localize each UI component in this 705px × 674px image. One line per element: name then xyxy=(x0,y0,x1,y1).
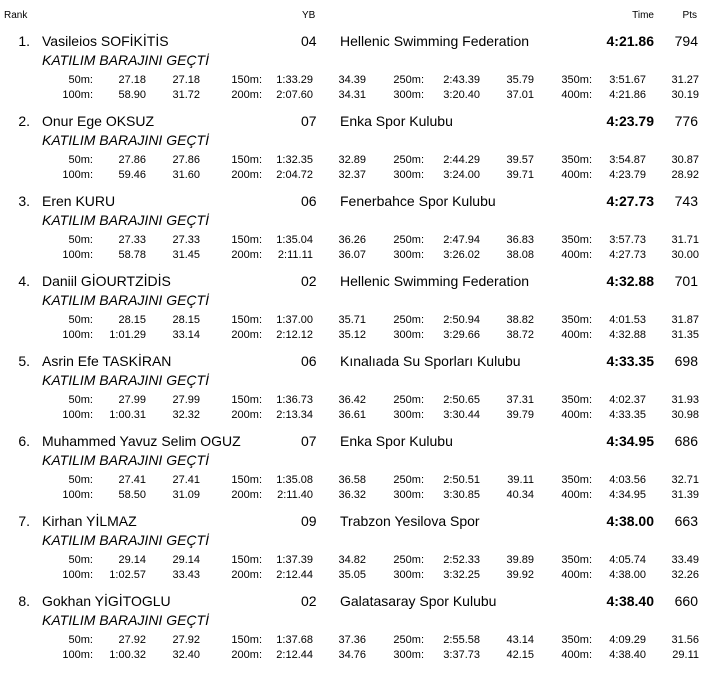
split-time: 1:35.08 xyxy=(276,474,313,486)
result-entry xyxy=(0,10,705,101)
split-lap: 27.33 xyxy=(172,234,200,246)
column-header-pts: Pts xyxy=(682,10,697,21)
split-label: 150m: xyxy=(231,394,262,406)
split-time: 27.33 xyxy=(118,234,146,246)
split-label: 150m: xyxy=(231,474,262,486)
split-time: 4:02.37 xyxy=(609,394,646,406)
qualification-status: KATILIM BARAJINI GEÇTİ xyxy=(42,292,209,308)
split-lap: 35.71 xyxy=(338,314,366,326)
split-lap: 31.39 xyxy=(671,489,699,501)
split-time: 3:54.87 xyxy=(609,154,646,166)
qualification-status: KATILIM BARAJINI GEÇTİ xyxy=(42,612,209,628)
split-time: 4:32.88 xyxy=(609,329,646,341)
split-label: 50m: xyxy=(68,554,93,566)
split-time: 3:57.73 xyxy=(609,234,646,246)
split-lap: 27.86 xyxy=(172,154,200,166)
split-label: 400m: xyxy=(561,89,592,101)
points: 660 xyxy=(674,593,698,609)
split-time: 2:13.34 xyxy=(276,409,313,421)
split-time: 4:09.29 xyxy=(609,634,646,646)
column-header-yb: YB xyxy=(302,10,316,21)
split-time: 1:37.68 xyxy=(276,634,313,646)
split-time: 1:01.29 xyxy=(109,329,146,341)
split-time: 1:37.00 xyxy=(276,314,313,326)
split-lap: 27.41 xyxy=(172,474,200,486)
split-label: 400m: xyxy=(561,569,592,581)
split-label: 250m: xyxy=(393,314,424,326)
split-time: 4:05.74 xyxy=(609,554,646,566)
split-label: 100m: xyxy=(62,329,93,341)
split-lap: 38.72 xyxy=(506,329,534,341)
split-lap: 35.12 xyxy=(338,329,366,341)
split-label: 100m: xyxy=(62,89,93,101)
split-label: 300m: xyxy=(393,649,424,661)
split-time: 59.46 xyxy=(118,169,146,181)
split-time: 4:23.79 xyxy=(609,169,646,181)
split-label: 50m: xyxy=(68,74,93,86)
qualification-status: KATILIM BARAJINI GEÇTİ xyxy=(42,372,209,388)
swimmer-name: Eren KURU xyxy=(42,193,116,209)
split-lap: 27.92 xyxy=(172,634,200,646)
club-name: Galatasaray Spor Kulubu xyxy=(340,593,497,609)
final-time: 4:38.00 xyxy=(606,513,654,529)
split-time: 2:04.72 xyxy=(276,169,313,181)
qualification-status: KATILIM BARAJINI GEÇTİ xyxy=(42,452,209,468)
split-time: 27.92 xyxy=(118,634,146,646)
qualification-status: KATILIM BARAJINI GEÇTİ xyxy=(42,212,209,228)
split-label: 350m: xyxy=(561,554,592,566)
qualification-status: KATILIM BARAJINI GEÇTİ xyxy=(42,52,209,68)
split-lap: 32.89 xyxy=(338,154,366,166)
rank-number: 4. xyxy=(18,273,30,289)
points: 776 xyxy=(674,113,698,129)
split-lap: 31.60 xyxy=(172,169,200,181)
split-label: 300m: xyxy=(393,409,424,421)
split-label: 350m: xyxy=(561,234,592,246)
club-name: Enka Spor Kulubu xyxy=(340,433,453,449)
qualification-status: KATILIM BARAJINI GEÇTİ xyxy=(42,532,209,548)
points: 743 xyxy=(674,193,698,209)
split-time: 1:00.31 xyxy=(109,409,146,421)
rank-number: 5. xyxy=(18,353,30,369)
result-entry xyxy=(0,90,705,181)
split-lap: 33.43 xyxy=(172,569,200,581)
split-time: 2:07.60 xyxy=(276,89,313,101)
split-lap: 32.37 xyxy=(338,169,366,181)
split-label: 300m: xyxy=(393,89,424,101)
points: 794 xyxy=(674,33,698,49)
split-lap: 30.87 xyxy=(671,154,699,166)
split-label: 50m: xyxy=(68,474,93,486)
split-lap: 42.15 xyxy=(506,649,534,661)
result-entry xyxy=(0,490,705,581)
split-time: 27.99 xyxy=(118,394,146,406)
split-lap: 34.39 xyxy=(338,74,366,86)
split-label: 50m: xyxy=(68,314,93,326)
split-time: 1:35.04 xyxy=(276,234,313,246)
split-lap: 34.31 xyxy=(338,89,366,101)
final-time: 4:21.86 xyxy=(606,33,654,49)
split-lap: 32.26 xyxy=(671,569,699,581)
split-lap: 28.15 xyxy=(172,314,200,326)
split-lap: 34.82 xyxy=(338,554,366,566)
split-time: 2:50.65 xyxy=(443,394,480,406)
split-time: 29.14 xyxy=(118,554,146,566)
split-label: 200m: xyxy=(231,649,262,661)
birth-year: 09 xyxy=(301,513,317,529)
split-lap: 39.89 xyxy=(506,554,534,566)
club-name: Hellenic Swimming Federation xyxy=(340,273,530,289)
split-time: 4:33.35 xyxy=(609,409,646,421)
split-label: 50m: xyxy=(68,634,93,646)
split-time: 2:50.94 xyxy=(443,314,480,326)
split-label: 350m: xyxy=(561,154,592,166)
points: 698 xyxy=(674,353,698,369)
split-lap: 39.92 xyxy=(506,569,534,581)
split-lap: 30.19 xyxy=(671,89,699,101)
birth-year: 07 xyxy=(301,113,317,129)
swimmer-name: Gokhan YİGİTOGLU xyxy=(42,593,171,609)
split-time: 3:30.44 xyxy=(443,409,480,421)
swimmer-name: Kirhan YİLMAZ xyxy=(42,513,137,529)
split-lap: 36.07 xyxy=(338,249,366,261)
split-label: 200m: xyxy=(231,329,262,341)
split-lap: 31.09 xyxy=(172,489,200,501)
final-time: 4:34.95 xyxy=(606,433,654,449)
split-lap: 31.72 xyxy=(172,89,200,101)
split-label: 100m: xyxy=(62,649,93,661)
split-lap: 38.82 xyxy=(506,314,534,326)
split-lap: 39.11 xyxy=(507,474,534,486)
split-time: 2:12.12 xyxy=(276,329,313,341)
split-label: 150m: xyxy=(231,314,262,326)
split-time: 3:32.25 xyxy=(443,569,480,581)
split-lap: 32.71 xyxy=(671,474,699,486)
split-label: 50m: xyxy=(68,234,93,246)
split-lap: 33.49 xyxy=(671,554,699,566)
rank-number: 6. xyxy=(18,433,30,449)
split-lap: 35.79 xyxy=(506,74,534,86)
split-lap: 32.40 xyxy=(172,649,200,661)
split-time: 2:50.51 xyxy=(443,474,480,486)
split-lap: 39.79 xyxy=(506,409,534,421)
split-label: 250m: xyxy=(393,554,424,566)
split-lap: 43.14 xyxy=(506,634,534,646)
split-label: 300m: xyxy=(393,329,424,341)
split-label: 250m: xyxy=(393,474,424,486)
split-label: 200m: xyxy=(231,569,262,581)
result-entry xyxy=(0,250,705,341)
final-time: 4:23.79 xyxy=(606,113,654,129)
split-lap: 36.58 xyxy=(338,474,366,486)
split-label: 300m: xyxy=(393,169,424,181)
split-label: 300m: xyxy=(393,249,424,261)
split-time: 3:24.00 xyxy=(443,169,480,181)
club-name: Kınalıada Su Sporları Kulubu xyxy=(340,353,521,369)
split-time: 27.18 xyxy=(118,74,146,86)
split-time: 1:00.32 xyxy=(109,649,146,661)
split-lap: 31.35 xyxy=(671,329,699,341)
split-lap: 27.99 xyxy=(172,394,200,406)
result-entry xyxy=(0,330,705,421)
column-header-rank: Rank xyxy=(4,10,28,21)
final-time: 4:27.73 xyxy=(606,193,654,209)
split-time: 3:37.73 xyxy=(443,649,480,661)
split-lap: 33.14 xyxy=(172,329,200,341)
split-label: 100m: xyxy=(62,569,93,581)
split-label: 200m: xyxy=(231,169,262,181)
split-time: 58.90 xyxy=(118,89,146,101)
split-time: 4:01.53 xyxy=(609,314,646,326)
split-lap: 31.45 xyxy=(172,249,200,261)
points: 686 xyxy=(674,433,698,449)
split-time: 4:38.40 xyxy=(609,649,646,661)
split-lap: 39.57 xyxy=(506,154,534,166)
split-label: 350m: xyxy=(561,314,592,326)
split-label: 250m: xyxy=(393,394,424,406)
split-time: 2:12.44 xyxy=(276,569,313,581)
swimmer-name: Vasileios SOFİKİTİS xyxy=(42,33,169,49)
split-label: 350m: xyxy=(561,634,592,646)
split-time: 4:34.95 xyxy=(609,489,646,501)
swimmer-name: Muhammed Yavuz Selim OGUZ xyxy=(42,433,241,449)
split-label: 350m: xyxy=(561,474,592,486)
split-label: 200m: xyxy=(231,489,262,501)
birth-year: 06 xyxy=(301,353,317,369)
final-time: 4:38.40 xyxy=(606,593,654,609)
split-lap: 40.34 xyxy=(506,489,534,501)
split-label: 150m: xyxy=(231,554,262,566)
split-label: 150m: xyxy=(231,634,262,646)
split-label: 350m: xyxy=(561,74,592,86)
swimmer-name: Daniil GİOURTZİDİS xyxy=(42,273,171,289)
rank-number: 2. xyxy=(18,113,30,129)
split-lap: 35.05 xyxy=(338,569,366,581)
rank-number: 8. xyxy=(18,593,30,609)
split-time: 3:20.40 xyxy=(443,89,480,101)
swimmer-name: Onur Ege OKSUZ xyxy=(42,113,155,129)
split-time: 4:21.86 xyxy=(609,89,646,101)
split-time: 2:11.11 xyxy=(277,249,313,261)
split-lap: 39.71 xyxy=(506,169,534,181)
split-time: 58.50 xyxy=(118,489,146,501)
split-time: 2:55.58 xyxy=(443,634,480,646)
split-lap: 37.36 xyxy=(338,634,366,646)
birth-year: 07 xyxy=(301,433,317,449)
split-time: 2:11.40 xyxy=(277,489,313,501)
split-label: 400m: xyxy=(561,329,592,341)
split-lap: 37.01 xyxy=(506,89,534,101)
result-entry xyxy=(0,410,705,501)
split-time: 1:37.39 xyxy=(276,554,313,566)
split-time: 4:27.73 xyxy=(609,249,646,261)
split-time: 2:52.33 xyxy=(443,554,480,566)
split-lap: 29.14 xyxy=(172,554,200,566)
split-time: 2:43.39 xyxy=(443,74,480,86)
split-label: 100m: xyxy=(62,249,93,261)
split-label: 300m: xyxy=(393,489,424,501)
split-time: 1:33.29 xyxy=(276,74,313,86)
split-lap: 32.32 xyxy=(172,409,200,421)
split-lap: 28.92 xyxy=(671,169,699,181)
split-label: 400m: xyxy=(561,249,592,261)
split-label: 200m: xyxy=(231,409,262,421)
result-entry xyxy=(0,570,705,661)
split-label: 350m: xyxy=(561,394,592,406)
split-lap: 27.18 xyxy=(172,74,200,86)
split-lap: 36.83 xyxy=(506,234,534,246)
split-lap: 31.27 xyxy=(671,74,699,86)
split-label: 250m: xyxy=(393,154,424,166)
split-label: 200m: xyxy=(231,89,262,101)
split-time: 3:30.85 xyxy=(443,489,480,501)
qualification-status: KATILIM BARAJINI GEÇTİ xyxy=(42,132,209,148)
split-time: 4:03.56 xyxy=(609,474,646,486)
split-lap: 29.11 xyxy=(672,649,699,661)
split-lap: 36.61 xyxy=(338,409,366,421)
birth-year: 02 xyxy=(301,593,317,609)
split-label: 100m: xyxy=(62,409,93,421)
split-lap: 36.32 xyxy=(338,489,366,501)
rank-number: 7. xyxy=(18,513,30,529)
split-lap: 31.71 xyxy=(671,234,699,246)
split-label: 150m: xyxy=(231,154,262,166)
split-label: 400m: xyxy=(561,489,592,501)
split-label: 250m: xyxy=(393,234,424,246)
split-time: 2:44.29 xyxy=(443,154,480,166)
split-time: 27.41 xyxy=(118,474,146,486)
split-label: 50m: xyxy=(68,394,93,406)
split-label: 250m: xyxy=(393,74,424,86)
birth-year: 06 xyxy=(301,193,317,209)
split-lap: 36.42 xyxy=(338,394,366,406)
split-label: 50m: xyxy=(68,154,93,166)
rank-number: 3. xyxy=(18,193,30,209)
points: 663 xyxy=(674,513,698,529)
split-time: 1:36.73 xyxy=(276,394,313,406)
split-lap: 36.26 xyxy=(338,234,366,246)
split-lap: 31.93 xyxy=(671,394,699,406)
split-time: 4:38.00 xyxy=(609,569,646,581)
swimmer-name: Asrin Efe TASKİRAN xyxy=(42,353,172,369)
club-name: Trabzon Yesilova Spor xyxy=(340,513,480,529)
split-time: 1:32.35 xyxy=(276,154,313,166)
split-time: 2:47.94 xyxy=(443,234,480,246)
split-label: 400m: xyxy=(561,649,592,661)
split-time: 27.86 xyxy=(118,154,146,166)
split-lap: 30.00 xyxy=(671,249,699,261)
split-time: 3:26.02 xyxy=(443,249,480,261)
final-time: 4:32.88 xyxy=(606,273,654,289)
split-time: 58.78 xyxy=(118,249,146,261)
split-label: 300m: xyxy=(393,569,424,581)
split-lap: 38.08 xyxy=(506,249,534,261)
split-label: 150m: xyxy=(231,234,262,246)
split-label: 100m: xyxy=(62,489,93,501)
club-name: Enka Spor Kulubu xyxy=(340,113,453,129)
column-header-time: Time xyxy=(632,10,654,21)
club-name: Fenerbahce Spor Kulubu xyxy=(340,193,496,209)
birth-year: 02 xyxy=(301,273,317,289)
split-lap: 30.98 xyxy=(671,409,699,421)
final-time: 4:33.35 xyxy=(606,353,654,369)
split-label: 200m: xyxy=(231,249,262,261)
split-lap: 34.76 xyxy=(338,649,366,661)
split-label: 400m: xyxy=(561,409,592,421)
split-label: 150m: xyxy=(231,74,262,86)
result-entry xyxy=(0,170,705,261)
split-time: 2:12.44 xyxy=(276,649,313,661)
split-time: 1:02.57 xyxy=(109,569,146,581)
split-label: 400m: xyxy=(561,169,592,181)
split-time: 3:51.67 xyxy=(609,74,646,86)
club-name: Hellenic Swimming Federation xyxy=(340,33,530,49)
birth-year: 04 xyxy=(301,33,317,49)
split-time: 3:29.66 xyxy=(443,329,480,341)
split-label: 250m: xyxy=(393,634,424,646)
split-time: 28.15 xyxy=(118,314,146,326)
split-lap: 31.87 xyxy=(671,314,699,326)
split-lap: 37.31 xyxy=(506,394,534,406)
points: 701 xyxy=(674,273,698,289)
rank-number: 1. xyxy=(18,33,30,49)
split-lap: 31.56 xyxy=(671,634,699,646)
split-label: 100m: xyxy=(62,169,93,181)
